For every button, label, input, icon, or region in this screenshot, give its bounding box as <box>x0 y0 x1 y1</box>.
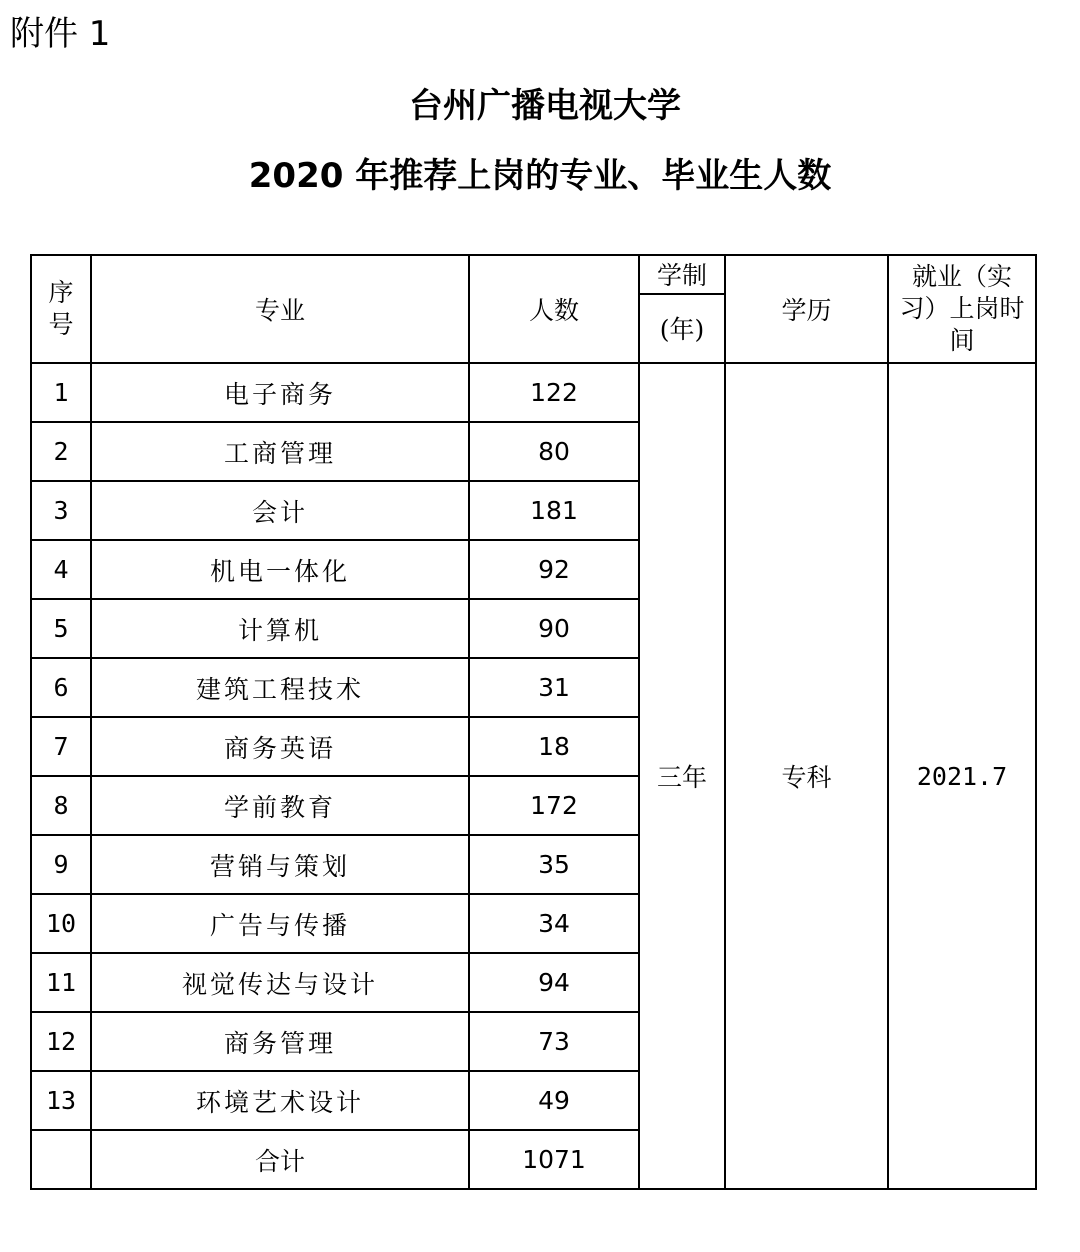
header-major: 专业 <box>91 255 469 363</box>
row-seq: 7 <box>31 717 91 776</box>
row-major: 商务英语 <box>91 717 469 776</box>
row-major: 商务管理 <box>91 1012 469 1071</box>
row-major: 计算机 <box>91 599 469 658</box>
row-seq: 10 <box>31 894 91 953</box>
row-major: 电子商务 <box>91 363 469 422</box>
attachment-label: 附件 1 <box>10 14 111 54</box>
row-seq: 4 <box>31 540 91 599</box>
header-duration-bottom: (年) <box>639 294 725 363</box>
row-seq: 6 <box>31 658 91 717</box>
row-seq: 9 <box>31 835 91 894</box>
document-title: 台州广播电视大学 <box>409 86 681 126</box>
row-seq: 2 <box>31 422 91 481</box>
header-count: 人数 <box>469 255 639 363</box>
row-major: 建筑工程技术 <box>91 658 469 717</box>
row-major: 机电一体化 <box>91 540 469 599</box>
row-major: 学前教育 <box>91 776 469 835</box>
row-count: 94 <box>469 953 639 1012</box>
row-seq: 12 <box>31 1012 91 1071</box>
row-count: 172 <box>469 776 639 835</box>
header-seq: 序号 <box>31 255 91 363</box>
row-major: 广告与传播 <box>91 894 469 953</box>
row-count: 122 <box>469 363 639 422</box>
row-count: 181 <box>469 481 639 540</box>
row-count: 73 <box>469 1012 639 1071</box>
row-count: 34 <box>469 894 639 953</box>
row-count: 90 <box>469 599 639 658</box>
header-duration-top: 学制 <box>639 255 725 294</box>
row-seq: 8 <box>31 776 91 835</box>
row-count: 31 <box>469 658 639 717</box>
row-count: 35 <box>469 835 639 894</box>
total-seq-blank <box>31 1130 91 1189</box>
merged-education: 专科 <box>725 363 888 1189</box>
row-count: 80 <box>469 422 639 481</box>
row-major: 环境艺术设计 <box>91 1071 469 1130</box>
row-major: 营销与策划 <box>91 835 469 894</box>
total-count: 1071 <box>469 1130 639 1189</box>
header-start-time: 就业（实习）上岗时间 <box>888 255 1036 363</box>
row-count: 92 <box>469 540 639 599</box>
merged-start-time: 2021.7 <box>888 363 1036 1189</box>
row-count: 49 <box>469 1071 639 1130</box>
row-major: 工商管理 <box>91 422 469 481</box>
row-major: 会计 <box>91 481 469 540</box>
total-label: 合计 <box>91 1130 469 1189</box>
row-seq: 3 <box>31 481 91 540</box>
document-subtitle: 2020 年推荐上岗的专业、毕业生人数 <box>248 156 832 196</box>
graduates-table <box>30 254 1037 1190</box>
header-education: 学历 <box>725 255 888 363</box>
row-major: 视觉传达与设计 <box>91 953 469 1012</box>
row-seq: 11 <box>31 953 91 1012</box>
merged-duration: 三年 <box>639 363 725 1189</box>
header-row <box>31 255 1036 294</box>
row-seq: 13 <box>31 1071 91 1130</box>
row-seq: 1 <box>31 363 91 422</box>
row-count: 18 <box>469 717 639 776</box>
table-row <box>31 363 1036 422</box>
row-seq: 5 <box>31 599 91 658</box>
